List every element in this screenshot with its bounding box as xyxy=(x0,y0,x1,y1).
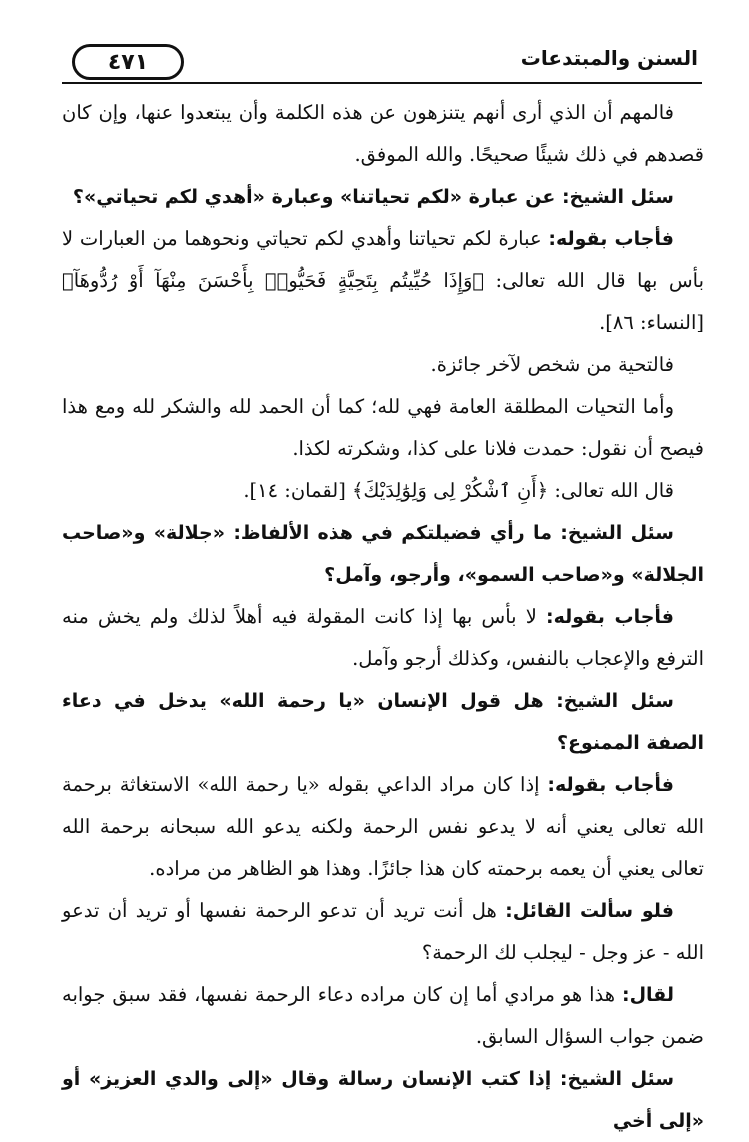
question-paragraph: سئل الشيخ: ما رأي فضيلتكم في هذه الألفاظ: «جلالة» و«صاحب الجلالة» و«صاحب السمو»، وأرجو، وآمل؟ xyxy=(62,522,704,586)
page-number: ٤٧١ xyxy=(72,44,184,80)
paragraph: فلو سألت القائل: هل أنت تريد أن تدعو الرحمة نفسها أو تريد أن تدعو الله - عز وجل - ليجلب لك الرحمة؟ xyxy=(62,899,704,964)
answer-paragraph: فأجاب بقوله: لا بأس بها إذا كانت المقولة فيه أهلاً لذلك ولم يخش منه الترفع والإعجاب بالنفس، وكذلك أرجو وآمل. xyxy=(62,605,704,670)
paragraph: لقال: هذا هو مرادي أما إن كان مراده دعاء الرحمة نفسها، فقد سبق جوابه ضمن جواب السؤال السابق. xyxy=(62,983,704,1048)
paragraph: فالمهم أن الذي أرى أنهم يتنزهون عن هذه الكلمة وأن يبتعدوا عنها، وإن كان قصدهم في ذلك شيئًا صحيحًا. والله الموفق. xyxy=(62,101,704,166)
quran-citation-paragraph: قال الله تعالى: ﴿أَنِ ٱشْكُرْ لِى وَلِوَٰلِدَيْكَ﴾ [لقمان: ١٤]. xyxy=(243,479,674,502)
page-header xyxy=(62,38,702,84)
paragraph: فالتحية من شخص لآخر جائزة. xyxy=(430,353,674,376)
paragraph: وأما التحيات المطلقة العامة فهي لله؛ كما أن الحمد لله والشكر لله ومع هذا فيصح أن نقول: حمدت فلانا على كذا، وشكرته لكذا. xyxy=(62,395,704,460)
page-body xyxy=(62,92,704,1142)
question-paragraph: سئل الشيخ: هل قول الإنسان «يا رحمة الله» يدخل في دعاء الصفة الممنوع؟ xyxy=(62,690,704,754)
answer-paragraph: فأجاب بقوله: عبارة لكم تحياتنا وأهدي لكم تحياتي ونحوهما من العبارات لا بأس بها قال الله تعالى: ﴿وَإِذَا حُيِّيتُم بِتَحِيَّةٍ فَحَيُّوا۟ بِأَحْسَنَ مِنْهَآ أَوْ رُدُّوهَآ﴾ [النساء: ٨٦]. xyxy=(62,227,704,334)
book-title: السنن والمبتدعات xyxy=(520,46,698,70)
question-paragraph: سئل الشيخ: إذا كتب الإنسان رسالة وقال «إلى والدي العزيز» أو «إلى أخي xyxy=(62,1068,704,1132)
answer-paragraph: فأجاب بقوله: إذا كان مراد الداعي بقوله «يا رحمة الله» الاستغاثة برحمة الله تعالى يعني أنه لا يدعو نفس الرحمة ولكنه يدعو الله سبحانه برحمة الله تعالى يعني أن يعمه برحمته كان هذا جائزًا. وهذا هو الظاهر من مراده. xyxy=(62,773,704,880)
question-paragraph: سئل الشيخ: عن عبارة «لكم تحياتنا» وعبارة «أهدي لكم تحياتي»؟ xyxy=(72,186,674,208)
